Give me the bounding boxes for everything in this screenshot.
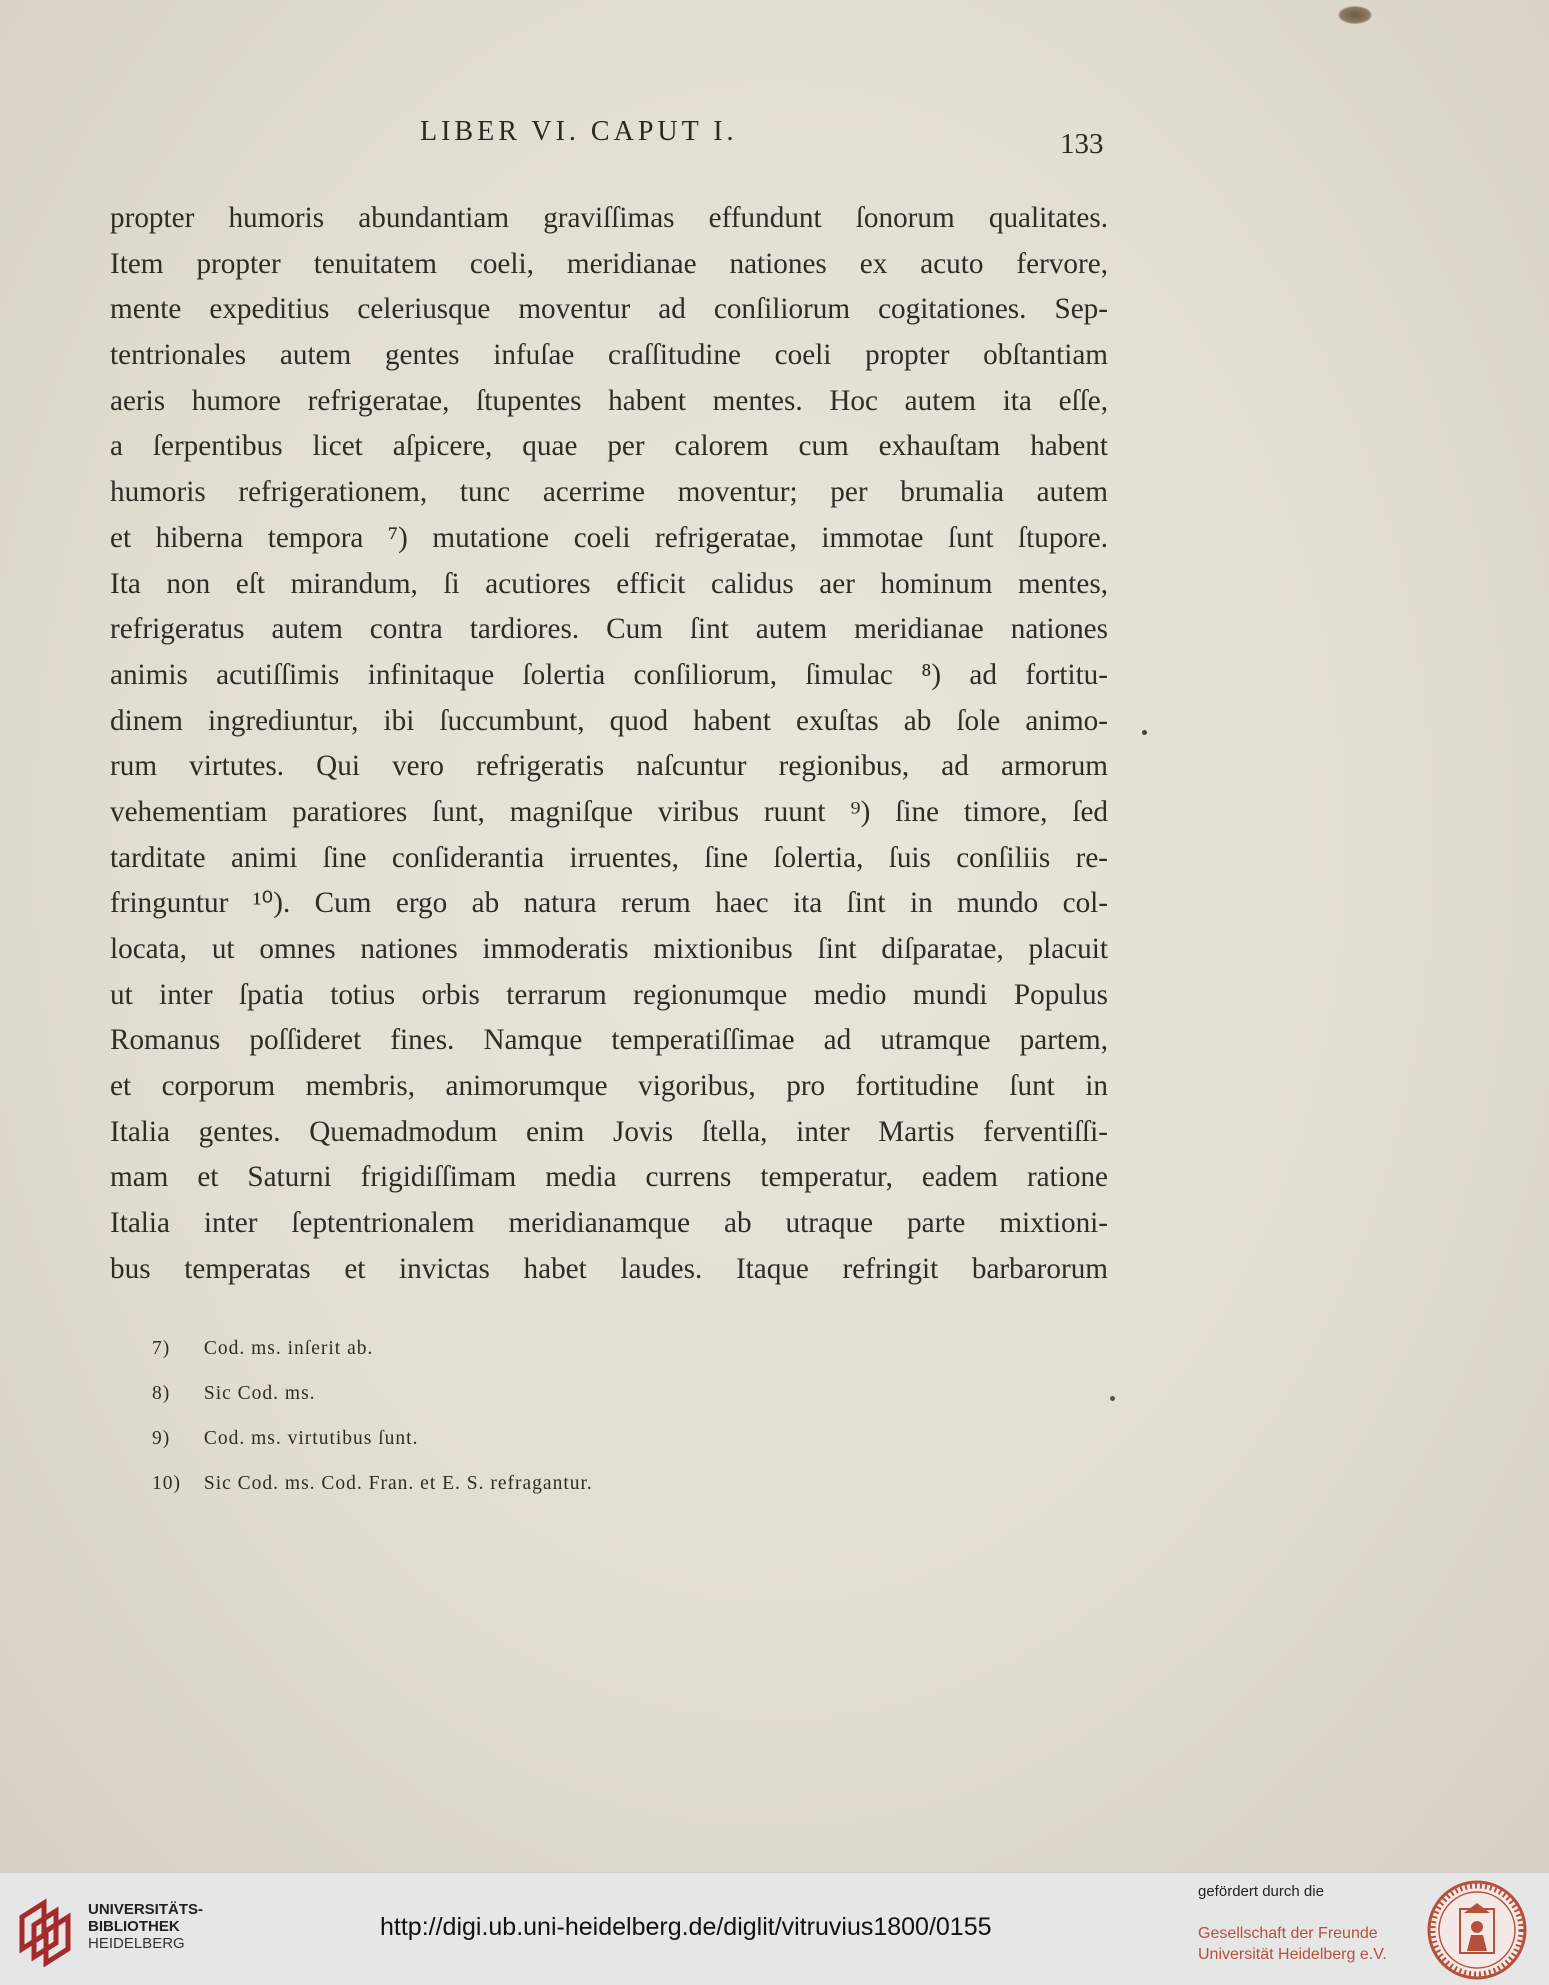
text-line: vehementiam paratiores ſunt, magniſque viribus ruunt ⁹) ſine timore, ſed (110, 795, 1108, 828)
university-library-logo-icon[interactable] (14, 1887, 74, 1967)
text-line: a ſerpentibus licet aſpicere, quae per calorem cum exhauſtam habent (110, 430, 1108, 463)
text-line: refrigeratus autem contra tardiores. Cum ſint autem meridianae nationes (110, 613, 1108, 646)
text-line: bus temperatas et invictas habet laudes. Itaque refringit barbarorum (110, 1252, 1108, 1285)
page-number: 133 (1060, 128, 1104, 160)
viewer-footer (0, 1872, 1549, 1985)
permalink[interactable]: http://digi.ub.uni-heidelberg.de/diglit/vitruvius1800/0155 (380, 1913, 992, 1941)
library-name[interactable] (88, 1901, 203, 1952)
footnote (152, 1338, 852, 1383)
sponsor-name-line: Universität Heidelberg e.V. (1198, 1946, 1387, 1963)
footnote-text: Sic Cod. ms. (203, 1383, 316, 1404)
footnote-text: Sic Cod. ms. Cod. Fran. et E. S. refragantur. (203, 1473, 593, 1494)
text-line: animis acutiſſimis infinitaque ſolertia conſiliorum, ſimulac ⁸) ad fortitu- (110, 658, 1108, 691)
text-line: propter humoris abundantiam graviſſimas effundunt ſonorum qualitates. (110, 202, 1108, 234)
ink-speck (1110, 1396, 1115, 1401)
text-line: aeris humore refrigeratae, ſtupentes habent mentes. Hoc autem ita eſſe, (110, 384, 1108, 417)
text-line: et hiberna tempora ⁷) mutatione coeli refrigeratae, immotae ſunt ſtupore. (110, 521, 1108, 554)
university-seal-icon[interactable] (1426, 1879, 1528, 1981)
ink-stain (1338, 6, 1372, 24)
text-line: tentrionales autem gentes infuſae craſſitudine coeli propter obſtantiam (110, 339, 1108, 372)
sponsor-label: gefördert durch die (1198, 1883, 1324, 1900)
text-line: rum virtutes. Qui vero refrigeratis naſcuntur regionibus, ad armorum (110, 750, 1108, 783)
text-line: fringuntur ¹⁰). Cum ergo ab natura rerum haec ita ſint in mundo col- (110, 887, 1108, 920)
text-line: ut inter ſpatia totius orbis terrarum regionumque medio mundi Populus (110, 978, 1108, 1011)
text-line: Ita non eſt mirandum, ſi acutiores efficit calidus aer hominum mentes, (110, 567, 1108, 600)
text-line: Romanus poſſideret fines. Namque temperatiſſimae ad utramque partem, (110, 1024, 1108, 1057)
footnote-text: Cod. ms. inſerit ab. (203, 1338, 374, 1359)
text-line: Item propter tenuitatem coeli, meridianae nationes ex acuto fervore, (110, 247, 1108, 280)
running-head: LIBER VI. CAPUT I. (420, 116, 738, 147)
text-line: et corporum membris, animorumque vigoribus, pro fortitudine ſunt in (110, 1070, 1108, 1103)
footnote (152, 1383, 852, 1428)
text-line: tarditate animi ſine conſiderantia irruentes, ſine ſolertia, ſuis conſiliis re- (110, 841, 1108, 874)
sponsor-name-line: Gesellschaft der Freunde (1198, 1925, 1378, 1942)
footnote-number: 8) (152, 1383, 171, 1404)
library-name-line: HEIDELBERG (88, 1935, 185, 1952)
library-name-line: UNIVERSITÄTS- (88, 1901, 204, 1918)
body-text (110, 196, 1108, 1293)
ink-speck (1142, 730, 1147, 735)
footnote-text: Cod. ms. virtutibus ſunt. (203, 1428, 419, 1449)
footnote-number: 7) (152, 1338, 171, 1359)
footnotes (152, 1338, 852, 1518)
text-line: dinem ingrediuntur, ibi ſuccumbunt, quod habent exuſtas ab ſole animo- (110, 704, 1108, 737)
footnote-number: 10) (152, 1473, 181, 1494)
text-line: humoris refrigerationem, tunc acerrime moventur; per brumalia autem (110, 476, 1108, 509)
text-line: Italia gentes. Quemadmodum enim Jovis ſtella, inter Martis ferventiſſi- (110, 1115, 1108, 1148)
library-name-line: BIBLIOTHEK (88, 1918, 180, 1935)
text-line: locata, ut omnes nationes immoderatis mixtionibus ſint diſparatae, placuit (110, 933, 1108, 965)
footnote-number: 9) (152, 1428, 171, 1449)
footnote (152, 1473, 852, 1518)
footnote (152, 1428, 852, 1473)
sponsor-name[interactable] (1198, 1923, 1387, 1965)
text-line: Italia inter ſeptentrionalem meridianamque ab utraque parte mixtioni- (110, 1207, 1108, 1240)
text-line: mente expeditius celeriusque moventur ad conſiliorum cogitationes. Sep- (110, 293, 1108, 326)
text-line: mam et Saturni frigidiſſimam media currens temperatur, eadem ratione (110, 1161, 1108, 1194)
